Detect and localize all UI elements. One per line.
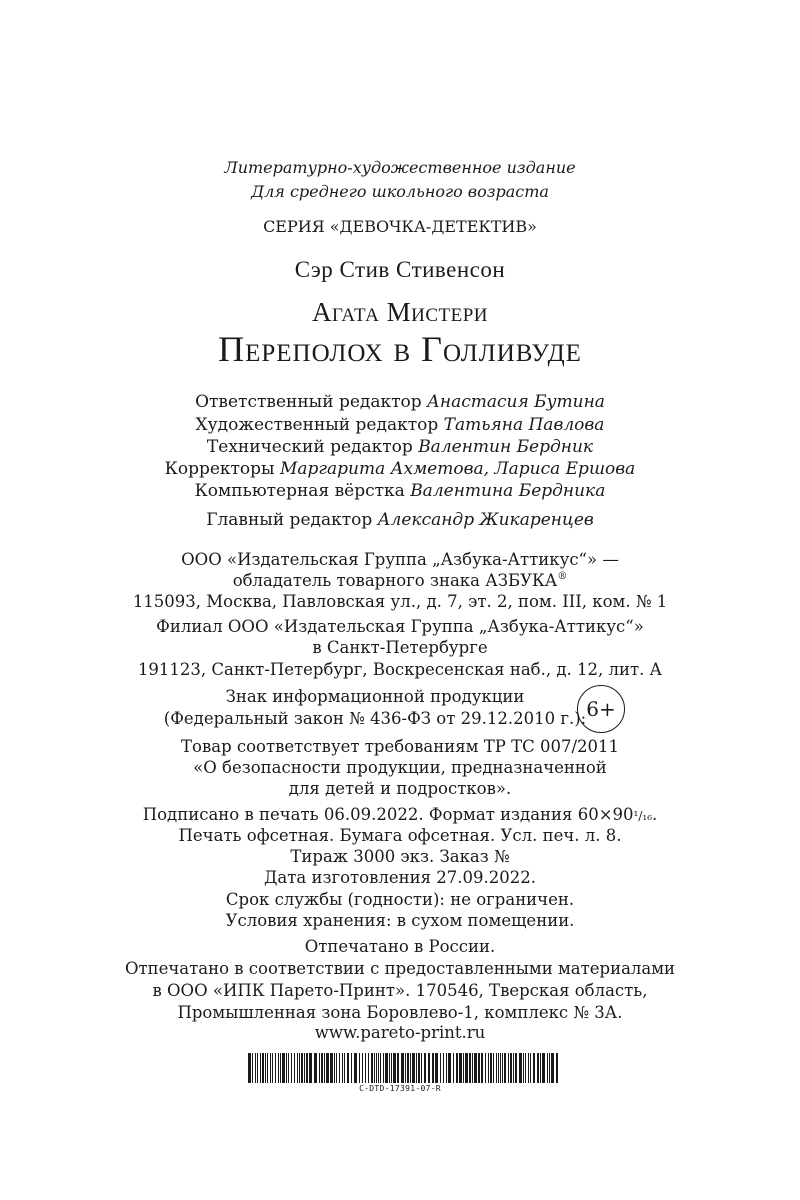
barcode-bar xyxy=(334,1053,335,1083)
barcode-bar xyxy=(374,1053,375,1083)
author: Сэр Стив Стивенсон xyxy=(294,257,506,282)
barcode-bar xyxy=(378,1053,379,1083)
barcode-bar xyxy=(428,1053,430,1083)
printed-line-2: в ООО «ИПК Парето-Принт». 170546, Тверская область, xyxy=(152,981,648,1000)
format-end: . xyxy=(652,805,658,824)
barcode-bar xyxy=(270,1053,271,1083)
barcode-bar xyxy=(490,1053,492,1083)
barcode-bar xyxy=(410,1053,411,1083)
barcode-bar xyxy=(481,1053,483,1083)
barcode-bar xyxy=(272,1053,273,1083)
run-line: Тираж 3000 экз. Заказ № xyxy=(290,847,510,866)
credit-name: Александр Жикаренцев xyxy=(377,510,594,530)
barcode-bar xyxy=(405,1053,406,1083)
barcode-bar xyxy=(301,1053,303,1083)
barcode-bar xyxy=(465,1053,468,1083)
barcode-bar xyxy=(324,1053,325,1083)
barcode-bar xyxy=(362,1053,363,1083)
barcode-bar xyxy=(368,1053,369,1083)
credit-role: Главный редактор xyxy=(206,510,373,530)
barcode-bar xyxy=(485,1053,486,1083)
printed-country: Отпечатано в России. xyxy=(304,937,496,956)
barcode-bar xyxy=(306,1053,308,1083)
barcode-bar xyxy=(523,1053,524,1083)
storage-line: Условия хранения: в сухом помещении. xyxy=(225,911,575,930)
barcode-bar xyxy=(286,1053,287,1083)
barcode-bar xyxy=(330,1053,333,1083)
barcode-bar xyxy=(488,1053,489,1083)
barcode-bar xyxy=(326,1053,329,1083)
barcode-bar xyxy=(472,1053,473,1083)
barcode-bar xyxy=(371,1053,373,1083)
barcode-bar xyxy=(275,1053,276,1083)
barcode-bar xyxy=(519,1053,522,1083)
genre-line: Литературно-художественное издание xyxy=(224,158,576,177)
credit-line xyxy=(0,510,800,530)
barcode-bar xyxy=(448,1053,451,1083)
credit-name: Валентина Бердника xyxy=(410,481,606,501)
barcode-bar xyxy=(412,1053,415,1083)
barcode-bar xyxy=(252,1053,253,1083)
barcode-bar xyxy=(443,1053,444,1083)
barcode-bar xyxy=(376,1053,377,1083)
age-line: Для среднего школьного возраста xyxy=(251,182,549,201)
barcode-bar xyxy=(359,1053,360,1083)
barcode-bar xyxy=(421,1053,422,1083)
format-fraction: ¹/₁₆ xyxy=(633,809,653,823)
barcode-bar xyxy=(498,1053,499,1083)
barcode-bar xyxy=(525,1053,526,1083)
barcode-bar xyxy=(547,1053,548,1083)
barcode-bar xyxy=(288,1053,289,1083)
credit-role: Ответственный редактор xyxy=(195,392,422,412)
barcode-bar xyxy=(504,1053,506,1083)
credit-name: Маргарита Ахметова, Лариса Ершова xyxy=(279,459,636,479)
barcode-bar xyxy=(528,1053,529,1083)
barcode-bar xyxy=(440,1053,441,1083)
signed-line xyxy=(0,805,800,824)
barcode-bar xyxy=(551,1053,554,1083)
barcode-bar xyxy=(502,1053,503,1083)
age-rating-badge: 6+ xyxy=(577,685,625,733)
publisher-trademark-text: обладатель товарного знака АЗБУКА xyxy=(232,571,558,590)
barcode-bar xyxy=(418,1053,420,1083)
print-type-line: Печать офсетная. Бумага офсетная. Усл. печ. л. 8. xyxy=(178,826,622,845)
signed-text: Подписано в печать 06.09.2022. Формат издания 60×90 xyxy=(142,805,634,824)
barcode xyxy=(248,1053,560,1083)
info-sign-line-2: (Федеральный закон № 436-ФЗ от 29.12.2010 г.): xyxy=(163,709,587,728)
barcode-bar xyxy=(469,1053,471,1083)
barcode-bar xyxy=(493,1053,494,1083)
credit-name: Анастасия Бутина xyxy=(427,392,605,412)
barcode-bar xyxy=(342,1053,343,1083)
publisher-address: 115093, Москва, Павловская ул., д. 7, эт. 2, пом. III, ком. № 1 xyxy=(132,592,668,611)
series-line: СЕРИЯ «ДЕВОЧКА-ДЕТЕКТИВ» xyxy=(263,217,537,236)
barcode-bar xyxy=(407,1053,409,1083)
barcode-bar xyxy=(291,1053,292,1083)
barcode-bar xyxy=(304,1053,305,1083)
branch-line-2: в Санкт-Петербурге xyxy=(312,638,488,657)
compliance-line-3: для детей и подростков». xyxy=(288,779,512,798)
barcode-bar xyxy=(496,1053,497,1083)
credit-line xyxy=(0,437,800,457)
barcode-bar xyxy=(391,1053,392,1083)
barcode-bar xyxy=(500,1053,501,1083)
barcode-bar xyxy=(456,1053,458,1083)
credit-line xyxy=(0,415,800,435)
barcode-bar xyxy=(530,1053,531,1083)
barcode-bar xyxy=(397,1053,399,1083)
barcode-bar xyxy=(354,1053,357,1083)
barcode-bar xyxy=(265,1053,266,1083)
barcode-bar xyxy=(542,1053,545,1083)
barcode-bar xyxy=(459,1053,462,1083)
barcode-bar xyxy=(474,1053,477,1083)
compliance-line-1: Товар соответствует требованиям ТР ТС 007/2011 xyxy=(181,737,619,756)
credit-name: Валентин Бердник xyxy=(418,437,594,457)
barcode-bar xyxy=(510,1053,512,1083)
barcode-bar xyxy=(299,1053,300,1083)
barcode-bar xyxy=(401,1053,404,1083)
barcode-bar xyxy=(294,1053,295,1083)
barcode-bar xyxy=(432,1053,434,1083)
barcode-bar xyxy=(540,1053,541,1083)
book-title: Переполох в Голливуде xyxy=(218,329,582,369)
barcode-bar xyxy=(383,1053,384,1083)
barcode-code: C-DTD-17391-07-R xyxy=(359,1084,441,1093)
series-title: Агата Мистери xyxy=(312,297,488,327)
barcode-bar xyxy=(393,1053,396,1083)
info-sign-line-1: Знак информационной продукции xyxy=(225,687,525,706)
credit-role: Корректоры xyxy=(164,459,275,479)
credit-line xyxy=(0,481,800,501)
printer-website: www.pareto-print.ru xyxy=(314,1023,486,1042)
registered-mark: ® xyxy=(557,571,568,582)
barcode-bar xyxy=(278,1053,279,1083)
credit-line xyxy=(0,459,800,479)
barcode-bar xyxy=(282,1053,285,1083)
barcode-bar xyxy=(549,1053,550,1083)
branch-line-1: Филиал ООО «Издательская Группа „Азбука-Аттикус“» xyxy=(156,617,644,636)
barcode-bar xyxy=(435,1053,438,1083)
barcode-bar xyxy=(336,1053,337,1083)
barcode-bar xyxy=(344,1053,345,1083)
barcode-bar xyxy=(385,1053,388,1083)
barcode-bar xyxy=(533,1053,535,1083)
manufacture-date-line: Дата изготовления 27.09.2022. xyxy=(263,868,536,887)
credit-role: Компьютерная вёрстка xyxy=(194,481,405,501)
barcode-bar xyxy=(463,1053,464,1083)
barcode-bar xyxy=(267,1053,268,1083)
barcode-bar xyxy=(478,1053,480,1083)
barcode-bar xyxy=(389,1053,390,1083)
barcode-bar xyxy=(255,1053,256,1083)
barcode-bar xyxy=(351,1053,352,1083)
credit-role: Технический редактор xyxy=(206,437,413,457)
printed-line-3: Промышленная зона Боровлево-1, комплекс № 3А. xyxy=(177,1003,623,1022)
compliance-line-2: «О безопасности продукции, предназначенной xyxy=(193,758,607,777)
barcode-bar xyxy=(262,1053,264,1083)
credit-name: Татьяна Павлова xyxy=(443,415,605,435)
barcode-bar xyxy=(260,1053,261,1083)
barcode-bar xyxy=(416,1053,417,1083)
barcode-bar xyxy=(248,1053,251,1083)
service-life-line: Срок службы (годности): не ограничен. xyxy=(225,890,575,909)
barcode-bar xyxy=(446,1053,447,1083)
barcode-bar xyxy=(321,1053,323,1083)
barcode-bar xyxy=(319,1053,320,1083)
printed-line-1: Отпечатано в соответствии с предоставленными материалами xyxy=(124,959,676,978)
publisher-line-2 xyxy=(0,571,800,590)
barcode-bar xyxy=(314,1053,317,1083)
credit-role: Художественный редактор xyxy=(195,415,439,435)
barcode-bar xyxy=(453,1053,454,1083)
barcode-bar xyxy=(556,1053,558,1083)
barcode-bar xyxy=(339,1053,340,1083)
publisher-line-1: ООО «Издательская Группа „Азбука-Аттикус“» — xyxy=(181,550,619,569)
barcode-bar xyxy=(513,1053,514,1083)
barcode-bar xyxy=(297,1053,298,1083)
barcode-bar xyxy=(365,1053,366,1083)
barcode-bar xyxy=(515,1053,517,1083)
barcode-bar xyxy=(424,1053,426,1083)
barcode-bar xyxy=(257,1053,258,1083)
credit-line xyxy=(0,392,800,412)
barcode-bar xyxy=(537,1053,539,1083)
barcode-bar xyxy=(347,1053,349,1083)
barcode-bar xyxy=(280,1053,281,1083)
barcode-bar xyxy=(309,1053,312,1083)
barcode-bar xyxy=(508,1053,509,1083)
branch-address: 191123, Санкт-Петербург, Воскресенская наб., д. 12, лит. А xyxy=(137,660,663,679)
barcode-bar xyxy=(380,1053,381,1083)
